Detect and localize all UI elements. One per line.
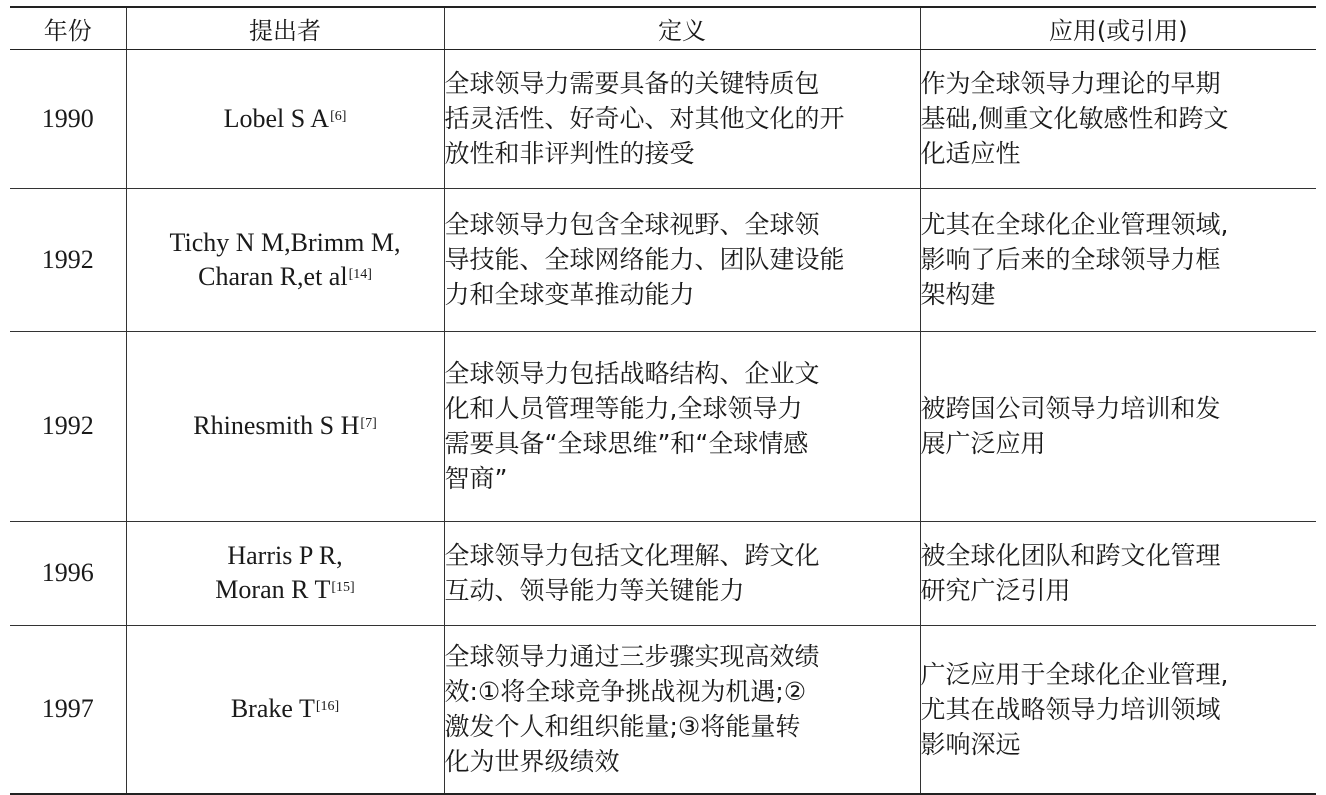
author-name: Charan R,et al <box>198 261 348 291</box>
definition-line: 化为世界级绩效 <box>444 747 620 777</box>
citation-ref: [15] <box>331 580 355 595</box>
cell-definition <box>444 625 920 794</box>
application-line: 影响了后来的全球领导力框 <box>920 245 1221 274</box>
definition-line: 导技能、全球网络能力、团队建设能 <box>444 245 845 274</box>
author-line <box>127 409 444 443</box>
cell-author <box>126 331 444 521</box>
definition-line: 全球领导力包括文化理解、跨文化 <box>444 541 820 570</box>
header-application: 应用(或引用) <box>920 7 1316 49</box>
application-line: 影响深远 <box>920 729 1021 759</box>
cell-year: 1990 <box>10 49 126 188</box>
citation-ref: [14] <box>348 266 372 282</box>
author-name: Lobel S A <box>223 103 330 133</box>
application-line: 被跨国公司领导力培训和发 <box>920 394 1221 423</box>
application-line: 被全球化团队和跨文化管理 <box>920 541 1221 570</box>
cell-application <box>920 49 1316 188</box>
application-line: 研究广泛引用 <box>920 576 1071 605</box>
definition-line: 效:①将全球竞争挑战视为机遇;② <box>444 677 807 707</box>
table-header <box>10 7 1316 49</box>
definition-line: 全球领导力包含全球视野、全球领 <box>444 210 820 239</box>
author-name: Moran R T <box>215 575 331 604</box>
cell-author <box>126 625 444 794</box>
application-line: 架构建 <box>920 280 996 309</box>
citation-ref: [7] <box>360 416 377 431</box>
application-line: 作为全球领导力理论的早期 <box>920 69 1221 98</box>
cell-definition <box>444 188 920 331</box>
cell-year: 1992 <box>10 331 126 521</box>
cell-definition <box>444 331 920 521</box>
definition-line: 需要具备“全球思维”和“全球情感 <box>444 429 809 458</box>
literature-table <box>10 6 1316 795</box>
cell-application <box>920 625 1316 794</box>
cell-definition <box>444 49 920 188</box>
application-line: 展广泛应用 <box>920 429 1046 458</box>
table-body <box>10 49 1316 794</box>
author-line <box>127 692 444 726</box>
author-name: Harris P R, <box>227 541 343 570</box>
cell-application <box>920 521 1316 625</box>
header-definition: 定义 <box>444 7 920 49</box>
definition-line: 激发个人和组织能量;③将能量转 <box>444 712 801 742</box>
header-author: 提出者 <box>126 7 444 49</box>
author-name: Tichy N M,Brimm M, <box>169 227 401 257</box>
application-line: 尤其在战略领导力培训领域 <box>920 694 1221 724</box>
definition-line: 化和人员管理等能力,全球领导力 <box>444 394 803 423</box>
cell-author <box>126 49 444 188</box>
header-year: 年份 <box>10 7 126 49</box>
citation-ref: [16] <box>315 699 340 715</box>
cell-author <box>126 188 444 331</box>
cell-application <box>920 188 1316 331</box>
header-row <box>10 7 1316 49</box>
definition-line: 互动、领导能力等关键能力 <box>444 576 745 605</box>
definition-line: 放性和非评判性的接受 <box>444 139 695 168</box>
author-line <box>127 102 444 136</box>
definition-line: 力和全球变革推动能力 <box>444 280 695 309</box>
author-line <box>127 260 444 294</box>
author-line <box>127 539 444 573</box>
author-line <box>127 573 444 607</box>
author-line <box>127 226 444 260</box>
cell-definition <box>444 521 920 625</box>
application-line: 化适应性 <box>920 139 1021 168</box>
author-name: Rhinesmith S H <box>193 411 360 440</box>
table-row <box>10 521 1316 625</box>
table-row <box>10 625 1316 794</box>
table-row <box>10 331 1316 521</box>
application-line: 广泛应用于全球化企业管理, <box>920 659 1229 689</box>
table-row <box>10 49 1316 188</box>
cell-year: 1996 <box>10 521 126 625</box>
definition-line: 全球领导力通过三步骤实现高效绩 <box>444 642 820 672</box>
cell-year: 1997 <box>10 625 126 794</box>
application-line: 基础,侧重文化敏感性和跨文 <box>920 104 1229 133</box>
definition-line: 全球领导力需要具备的关键特质包 <box>444 69 820 98</box>
cell-author <box>126 521 444 625</box>
definition-line: 智商” <box>444 464 508 493</box>
cell-application <box>920 331 1316 521</box>
application-line: 尤其在全球化企业管理领域, <box>920 210 1229 239</box>
citation-ref: [6] <box>330 108 347 124</box>
cell-year: 1992 <box>10 188 126 331</box>
author-name: Brake T <box>230 694 315 724</box>
definition-line: 全球领导力包括战略结构、企业文 <box>444 359 820 388</box>
definition-line: 括灵活性、好奇心、对其他文化的开 <box>444 104 845 133</box>
table-row <box>10 188 1316 331</box>
